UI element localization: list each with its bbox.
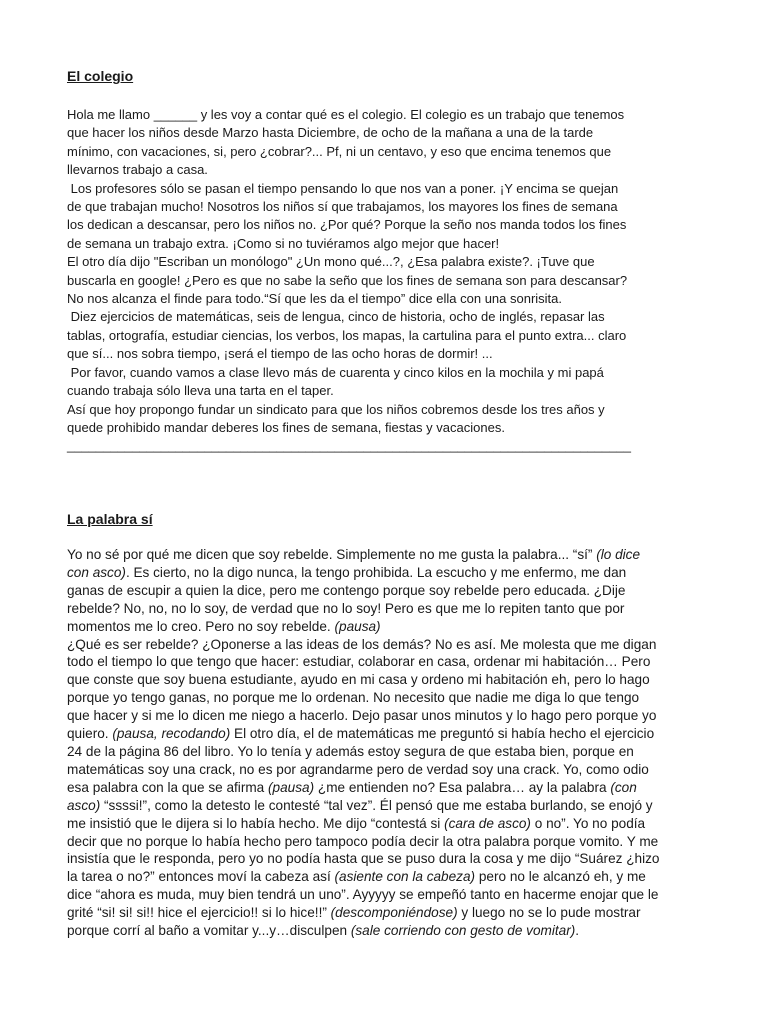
text-run: y luego no se lo pude mostrar	[457, 905, 641, 921]
text-run: El otro día, el de matemáticas me preguntó si había hecho el ejercicio	[230, 726, 655, 742]
section-la-palabra-si-body	[67, 546, 667, 940]
text-run: decir que no porque lo había hecho pero tampoco podía decir la otra palabra porque vomito. Y me	[67, 833, 659, 849]
paragraph-line	[67, 815, 667, 833]
text-run: matemáticas soy una crack, no es por agrandarme pero de verdad soy una crack. Yo, como odio	[67, 761, 649, 777]
stage-direction: (descomponiéndose)	[330, 905, 458, 921]
paragraph-line: de que trabajan mucho! Nosotros los niños sí que trabajamos, los mayores los fines de semana	[67, 199, 618, 215]
paragraph-line: de semana un trabajo extra. ¡Como si no tuviéramos algo mejor que hacer!	[67, 235, 500, 251]
stage-direction: (lo dice	[596, 547, 641, 562]
paragraph-line	[67, 833, 667, 851]
text-run: me insistió que le dijera si lo había hecho. Me dijo “contestá si	[67, 815, 445, 831]
paragraph-line	[67, 743, 667, 761]
paragraph-line: Por favor, cuando vamos a clase llevo más de cuarenta y cinco kilos en la mochila y mi papá	[67, 364, 604, 380]
paragraph-line	[67, 868, 667, 886]
paragraph-line	[67, 653, 667, 671]
stage-direction: (pausa)	[334, 618, 381, 634]
paragraph-line	[67, 707, 667, 725]
text-run: ¿Qué es ser rebelde? ¿Oponerse a las ideas de los demás? No es así. Me molesta que me digan	[67, 636, 657, 652]
text-run: porque yo tengo ganas, no porque me lo ordenan. No necesito que nadie me diga lo que tengo	[67, 690, 640, 706]
text-run: insistía que le responda, pero yo no podía hasta que se puso dura la cosa y me dijo “Suárez ¿hizo	[67, 851, 660, 867]
paragraph-line: quede prohibido mandar deberes los fines de semana, fiestas y vacaciones.	[67, 419, 505, 435]
paragraph-line	[67, 546, 667, 564]
text-run: grité “si! si! si!! hice el ejercicio!! si lo hice!!”	[67, 905, 331, 921]
paragraph-line: El otro día dijo "Escriban un monólogo" ¿Un mono qué...?, ¿Esa palabra existe?. ¡Tuve que	[67, 254, 595, 270]
paragraph-line	[67, 671, 667, 689]
stage-direction: (pausa)	[268, 779, 315, 795]
paragraph-line: cuando trabaja sólo lleva una tarta en el taper.	[67, 383, 334, 399]
text-run: que conste que soy buena estudiante, ayudo en mi casa y ordeno mi habitación eh, pero lo hago	[67, 672, 650, 688]
text-run: Yo no sé por qué me dicen que soy rebelde. Simplemente no me gusta la palabra... “sí”	[67, 547, 597, 562]
paragraph-line	[67, 797, 667, 815]
paragraph-line: Los profesores sólo se pasan el tiempo pensando lo que nos van a poner. ¡Y encima se quejan	[67, 180, 619, 196]
paragraph-line: llevarnos trabajo a casa.	[67, 162, 208, 178]
text-run: pero no le alcanzó eh, y me	[475, 869, 646, 885]
paragraph-line	[67, 904, 667, 922]
text-run: dice “ahora es muda, muy bien tendrá un uno”. Ayyyyy se empeñó tanto en hacerme enojar que le	[67, 887, 659, 903]
paragraph-line: buscarla en google! ¿Pero es que no sabe la seño que los fines de semana son para descansar?	[67, 272, 628, 288]
text-run: “ssssi!”, como la detesto le contesté “tal vez”. Él pensó que me estaba burlando, se enojó y	[100, 797, 653, 813]
paragraph-line	[67, 636, 667, 654]
paragraph-line	[67, 600, 667, 618]
stage-direction: asco)	[67, 797, 101, 813]
stage-direction: con asco)	[67, 564, 126, 580]
paragraph-line	[67, 761, 667, 779]
stage-direction: (con	[610, 779, 637, 795]
text-run: esa palabra con la que se afirma	[67, 779, 269, 795]
paragraph-line: mínimo, con vacaciones, si, pero ¿cobrar?... Pf, ni un centavo, y eso que encima tenemos que	[67, 143, 612, 159]
paragraph-line	[67, 850, 667, 868]
text-run: quiero.	[67, 726, 113, 742]
paragraph-line	[67, 779, 667, 797]
text-run: ganas de escupir a quien la dice, pero me contengo porque soy rebelde pero educada. ¿Dije	[67, 582, 626, 598]
text-run: rebelde? No, no, no lo soy, de verdad que no lo soy! Pero es que me lo repiten tanto que por	[67, 600, 625, 616]
paragraph-line	[67, 689, 667, 707]
stage-direction: (cara de asco)	[444, 815, 531, 831]
text-run: 24 de la página 86 del libro. Yo lo tenía y además estoy segura de que estaba bien, porque en	[67, 743, 634, 759]
text-run: o no”. Yo no podía	[530, 815, 646, 831]
paragraph-line	[67, 886, 667, 904]
paragraph-line	[67, 618, 667, 636]
text-run: todo el tiempo lo que tengo que hacer: estudiar, colaborar en casa, ordenar mi habitación… Pero	[67, 654, 651, 670]
stage-direction: (asiente con la cabeza)	[334, 869, 476, 885]
text-run: momentos me lo creo. Pero no soy rebelde.	[67, 618, 335, 634]
section-title-la-palabra-si: La palabra sí	[67, 511, 153, 527]
paragraph-line: Diez ejercicios de matemáticas, seis de lengua, cinco de historia, ocho de inglés, repasar las	[67, 309, 605, 325]
paragraph-line: los dedican a descansar, pero los niños no. ¿Por qué? Porque la seño nos manda todos los fines	[67, 217, 627, 233]
text-run: porque corrí al baño a vomitar y...y…disculpen	[67, 923, 351, 939]
paragraph-line	[67, 922, 667, 940]
paragraph-line: Así que hoy propongo fundar un sindicato para que los niños cobremos desde los tres años y	[67, 401, 605, 417]
text-run: que hacer y si me lo dicen me niego a hacerlo. Dejo pasar unos minutos y lo hago pero porque yo	[67, 708, 657, 724]
text-run: .	[575, 923, 580, 939]
text-run: ¿me entienden no? Esa palabra… ay la palabra	[314, 779, 611, 795]
paragraph-line: que hacer los niños desde Marzo hasta Diciembre, de ocho de la mañana a una de la tarde	[67, 125, 594, 141]
paragraph-line	[67, 582, 667, 600]
section-el-colegio-body	[67, 106, 667, 456]
paragraph-line: tablas, ortografía, estudiar ciencias, los verbos, los mapas, la cartulina para el punto extra... claro	[67, 327, 627, 343]
paragraph-line: No nos alcanza el finde para todo.“Sí que les da el tiempo” dice ella con una sonrisita.	[67, 291, 563, 307]
stage-direction: (pausa, recodando)	[112, 726, 231, 742]
paragraph-line: Hola me llamo ______ y les voy a contar qué es el colegio. El colegio es un trabajo que tenemos	[67, 107, 625, 122]
text-run: la tarea o no?” entonces moví la cabeza así	[67, 869, 335, 885]
stage-direction: (sale corriendo con gesto de vomitar)	[350, 923, 576, 939]
paragraph-line: que sí... nos sobra tiempo, ¡será el tiempo de las ocho horas de dormir! ...	[67, 346, 493, 362]
paragraph-line	[67, 725, 667, 743]
text-run: . Es cierto, no la digo nunca, la tengo prohibida. La escucho y me enfermo, me dan	[125, 564, 627, 580]
paragraph-line	[67, 564, 667, 582]
section-title-el-colegio: El colegio	[67, 68, 134, 84]
section-divider: ______________________________________________________________________________	[67, 438, 631, 454]
